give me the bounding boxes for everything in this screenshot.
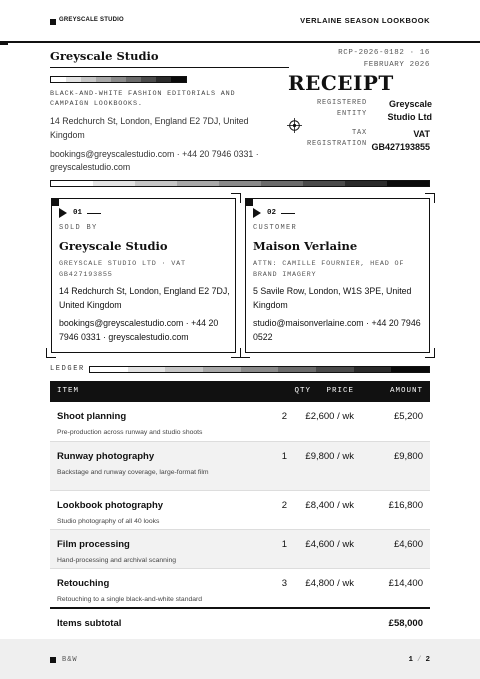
item-qty: 2	[281, 411, 287, 422]
issuer-rule	[50, 67, 289, 68]
item-qty: 3	[281, 578, 287, 589]
item-amount: £9,800	[393, 451, 423, 462]
item-description: Retouching to a single black-and-white standard	[57, 596, 203, 603]
play-triangle-icon	[253, 208, 261, 218]
ramp-swatch	[345, 181, 387, 186]
page-indicator	[408, 656, 430, 664]
item-qty: 2	[281, 500, 287, 511]
table-row	[50, 569, 430, 607]
card-number-text: 01	[73, 209, 83, 217]
item-title: Shoot planning	[57, 411, 127, 422]
issuer-name: Greyscale Studio	[50, 49, 159, 63]
item-price: £8,400 / wk	[305, 500, 354, 511]
card-number	[253, 208, 295, 218]
customer-attention: ATTN: CAMILLE FOURNIER, HEAD OF BRAND IMAGERY	[253, 260, 405, 279]
ramp-swatch	[126, 77, 141, 82]
sold-by-card	[51, 198, 236, 353]
ramp-swatch	[261, 181, 303, 186]
ramp-swatch	[141, 77, 156, 82]
seller-address: 14 Redchurch St, London, England E2 7DJ, United Kingdom	[59, 286, 230, 310]
header-rule-stub	[0, 43, 8, 45]
ledger-header	[50, 381, 430, 402]
col-item: ITEM	[57, 387, 80, 395]
ramp-swatch	[203, 367, 241, 372]
item-description: Backstage and runway coverage, large-format film	[57, 469, 209, 476]
card-number-text: 02	[267, 209, 277, 217]
card-corner-bracket	[46, 348, 56, 358]
ramp-swatch	[135, 181, 177, 186]
item-price: £2,600 / wk	[305, 411, 354, 422]
ramp-swatch	[387, 181, 429, 186]
item-qty: 1	[281, 451, 287, 462]
customer-card	[245, 198, 430, 353]
col-price: PRICE	[326, 387, 354, 395]
greyscale-ramp-ledger	[89, 366, 430, 373]
table-row	[50, 530, 430, 569]
card-number-dash	[281, 213, 295, 214]
table-row	[50, 442, 430, 491]
ramp-swatch	[156, 77, 171, 82]
greyscale-ramp-wide	[50, 180, 430, 187]
tax-registration-value: VAT GB427193855	[371, 129, 430, 152]
item-qty: 1	[281, 539, 287, 550]
subtotal-value: £58,000	[388, 618, 423, 629]
ramp-swatch	[96, 77, 111, 82]
item-title: Retouching	[57, 578, 110, 589]
ramp-swatch	[391, 367, 429, 372]
ramp-swatch	[51, 77, 66, 82]
item-price: £4,800 / wk	[305, 578, 354, 589]
item-title: Film processing	[57, 539, 130, 550]
card-number	[59, 208, 101, 218]
page-total: 2	[425, 656, 430, 664]
top-bar	[50, 16, 430, 28]
item-amount: £14,400	[388, 578, 423, 589]
item-description: Hand-processing and archival scanning	[57, 557, 177, 564]
tax-registration-label: TAX REGISTRATION	[306, 129, 367, 148]
receipt-number-date: RCP-2026-0182 · 16 FEBRUARY 2026	[338, 49, 430, 69]
brand-label: GREYSCALE STUDIO	[59, 17, 124, 23]
card-corner-bracket	[231, 193, 241, 203]
registered-entity-label: REGISTERED ENTITY	[316, 99, 367, 118]
ramp-swatch	[278, 367, 316, 372]
card-label: CUSTOMER	[253, 224, 298, 232]
ramp-swatch	[93, 181, 135, 186]
customer-name: Maison Verlaine	[253, 239, 358, 253]
card-number-dash	[87, 213, 101, 214]
ramp-swatch	[303, 181, 345, 186]
card-label: SOLD BY	[59, 224, 98, 232]
table-row	[50, 402, 430, 442]
card-corner-bracket	[240, 348, 250, 358]
customer-address: 5 Savile Row, London, W1S 3PE, United Kingdom	[253, 286, 412, 310]
item-description: Studio photography of all 40 looks	[57, 518, 160, 525]
page-current: 1	[408, 656, 413, 664]
item-description: Pre-production across runway and studio shoots	[57, 429, 203, 436]
ramp-swatch	[219, 181, 261, 186]
footer-square-icon	[50, 657, 56, 663]
ramp-swatch	[316, 367, 354, 372]
header-rule	[0, 41, 480, 43]
item-title: Lookbook photography	[57, 500, 164, 511]
item-price: £4,600 / wk	[305, 539, 354, 550]
card-corner-bracket	[425, 193, 435, 203]
customer-contact: studio@maisonverlaine.com · +44 20 7946 0522	[253, 318, 421, 342]
ramp-swatch	[241, 367, 279, 372]
card-corner-bracket	[425, 348, 435, 358]
issuer-contact: bookings@greyscalestudio.com · +44 20 7946 0331 · greyscalestudio.com	[50, 149, 259, 172]
ramp-swatch	[171, 77, 186, 82]
ledger-label: LEDGER	[50, 365, 85, 373]
table-row	[50, 491, 430, 530]
registered-entity-value: Greyscale Studio Ltd	[387, 99, 432, 122]
footer-mark: B&W	[62, 656, 78, 664]
ramp-swatch	[165, 367, 203, 372]
page-separator: /	[416, 656, 422, 664]
ramp-swatch	[51, 181, 93, 186]
col-qty: QTY	[294, 387, 311, 395]
item-amount: £5,200	[393, 411, 423, 422]
receipt-title: RECEIPT	[288, 71, 394, 95]
ramp-swatch	[111, 77, 126, 82]
subtotal-label: Items subtotal	[57, 618, 122, 629]
item-amount: £4,600	[393, 539, 423, 550]
subtotal-row	[50, 607, 430, 635]
card-corner-marker	[51, 198, 59, 206]
seller-contact: bookings@greyscalestudio.com · +44 20 7946 0331 · greyscalestudio.com	[59, 318, 219, 342]
card-corner-marker	[245, 198, 253, 206]
item-amount: £16,800	[388, 500, 423, 511]
issuer-address: 14 Redchurch St, London, England E2 7DJ, United Kingdom	[50, 116, 249, 140]
seller-entity: GREYSCALE STUDIO LTD · VAT GB427193855	[59, 260, 186, 279]
seller-name: Greyscale Studio	[59, 239, 168, 253]
item-title: Runway photography	[57, 451, 155, 462]
ramp-swatch	[128, 367, 166, 372]
ramp-swatch	[66, 77, 81, 82]
greyscale-ramp-small	[50, 76, 187, 83]
brand-square-icon	[50, 19, 56, 25]
season-label: VERLAINE SEASON LOOKBOOK	[300, 16, 430, 25]
ramp-swatch	[177, 181, 219, 186]
ramp-swatch	[90, 367, 128, 372]
item-price: £9,800 / wk	[305, 451, 354, 462]
col-amount: AMOUNT	[389, 387, 423, 395]
issuer-tagline: BLACK-AND-WHITE FASHION EDITORIALS AND CAMPAIGN LOOKBOOKS.	[50, 90, 236, 108]
play-triangle-icon	[59, 208, 67, 218]
ramp-swatch	[354, 367, 392, 372]
ramp-swatch	[81, 77, 96, 82]
